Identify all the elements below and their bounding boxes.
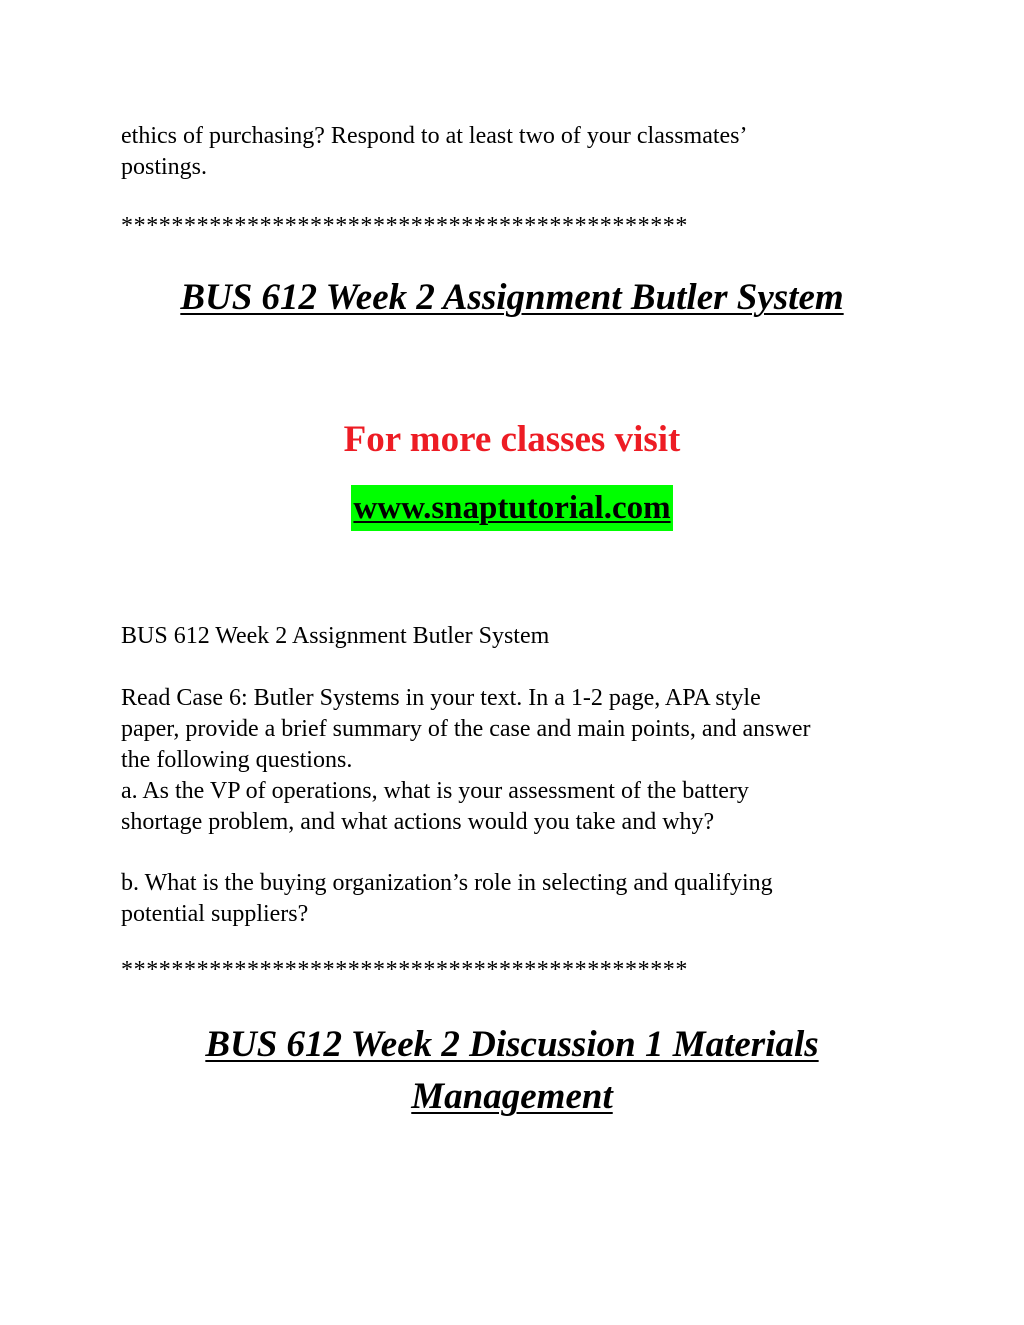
intro-paragraph: ethics of purchasing? Respond to at least two of your classmates’ postings. <box>121 123 748 180</box>
link-container <box>0 485 1024 531</box>
separator-bottom: ********************************************* <box>121 957 688 983</box>
heading-discussion-line-2: Management <box>411 1076 613 1117</box>
snaptutorial-link[interactable]: www.snaptutorial.com <box>351 485 672 531</box>
separator-top: ********************************************* <box>121 213 688 239</box>
promo-text: For more classes visit <box>343 419 681 460</box>
assignment-question-b: b. What is the buying organization’s role in selecting and qualifying potential suppliers? <box>121 870 773 927</box>
assignment-instructions: Read Case 6: Butler Systems in your text. In a 1-2 page, APA style paper, provide a brief summary of the case and main points, and answer the following questions. a. As the VP of operations, what is your assessment of the battery shortage problem, and what actions would you take and why? <box>121 685 811 835</box>
heading-assignment-butler-system: BUS 612 Week 2 Assignment Butler System <box>180 277 844 318</box>
heading-discussion-line-1: BUS 612 Week 2 Discussion 1 Materials <box>205 1024 819 1065</box>
assignment-title: BUS 612 Week 2 Assignment Butler System <box>121 623 550 649</box>
